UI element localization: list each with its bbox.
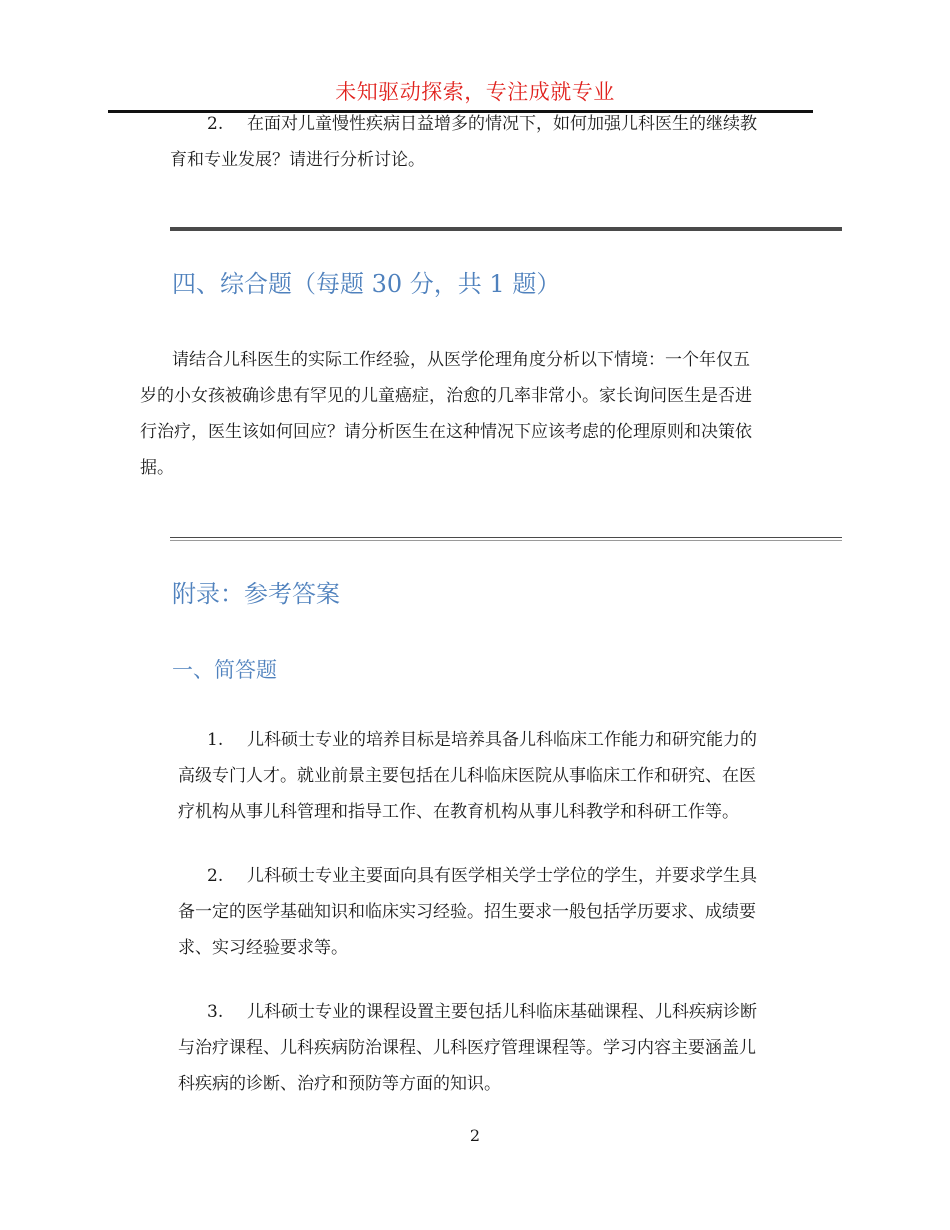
answer-1-text: 儿科硕士专业的培养目标是培养具备儿科临床工作能力和研究能力的 xyxy=(247,730,757,750)
page-header-title: 未知驱动探索，专注成就专业 xyxy=(335,80,615,104)
section-4-line-2: 岁的小女孩被确诊患有罕见的儿童癌症，治愈的几率非常小。家长询问医生是否进 xyxy=(140,386,752,406)
answer-3-line-1 xyxy=(207,994,757,1030)
answer-3-text: 儿科硕士专业的课程设置主要包括儿科临床基础课程、儿科疾病诊断 xyxy=(247,1002,757,1022)
question-2-line-1 xyxy=(207,106,757,142)
question-2-number: 2. xyxy=(207,114,224,134)
answer-3-line-3: 科疾病的诊断、治疗和预防等方面的知识。 xyxy=(178,1074,501,1094)
answer-1-line-1 xyxy=(207,722,757,758)
appendix-heading: 附录：参考答案 xyxy=(172,580,340,608)
answer-3-line-2: 与治疗课程、儿科疾病防治课程、儿科医疗管理课程等。学习内容主要涵盖儿 xyxy=(178,1038,756,1058)
section-4-line-3: 行治疗，医生该如何回应？请分析医生在这种情况下应该考虑的伦理原则和决策依 xyxy=(140,422,752,442)
answer-1-line-3: 疗机构从事儿科管理和指导工作、在教育机构从事儿科教学和科研工作等。 xyxy=(178,802,739,822)
question-2-text: 在面对儿童慢性疾病日益增多的情况下，如何加强儿科医生的继续教 xyxy=(247,114,757,134)
appendix-subheading: 一、简答题 xyxy=(172,658,277,682)
section-divider-thick xyxy=(170,227,842,231)
answer-2-text: 儿科硕士专业主要面向具有医学相关学士学位的学生，并要求学生具 xyxy=(247,866,757,886)
answer-2-line-2: 备一定的医学基础知识和临床实习经验。招生要求一般包括学历要求、成绩要 xyxy=(178,902,756,922)
section-4-line-4: 据。 xyxy=(140,458,174,478)
page-number: 2 xyxy=(469,1126,481,1145)
answer-2-line-3: 求、实习经验要求等。 xyxy=(178,938,348,958)
answer-1-number: 1. xyxy=(207,730,224,750)
answer-1-line-2: 高级专门人才。就业前景主要包括在儿科临床医院从事临床工作和研究、在医 xyxy=(178,766,756,786)
section-4-heading: 四、综合题（每题 30 分，共 1 题） xyxy=(172,270,561,298)
answer-3-number: 3. xyxy=(207,1002,224,1022)
answer-2-line-1 xyxy=(207,858,757,894)
question-2-line-2: 育和专业发展？请进行分析讨论。 xyxy=(170,150,425,170)
section-divider-double xyxy=(170,537,842,538)
section-4-line-1: 请结合儿科医生的实际工作经验，从医学伦理角度分析以下情境：一个年仅五 xyxy=(172,350,750,370)
answer-2-number: 2. xyxy=(207,866,224,886)
